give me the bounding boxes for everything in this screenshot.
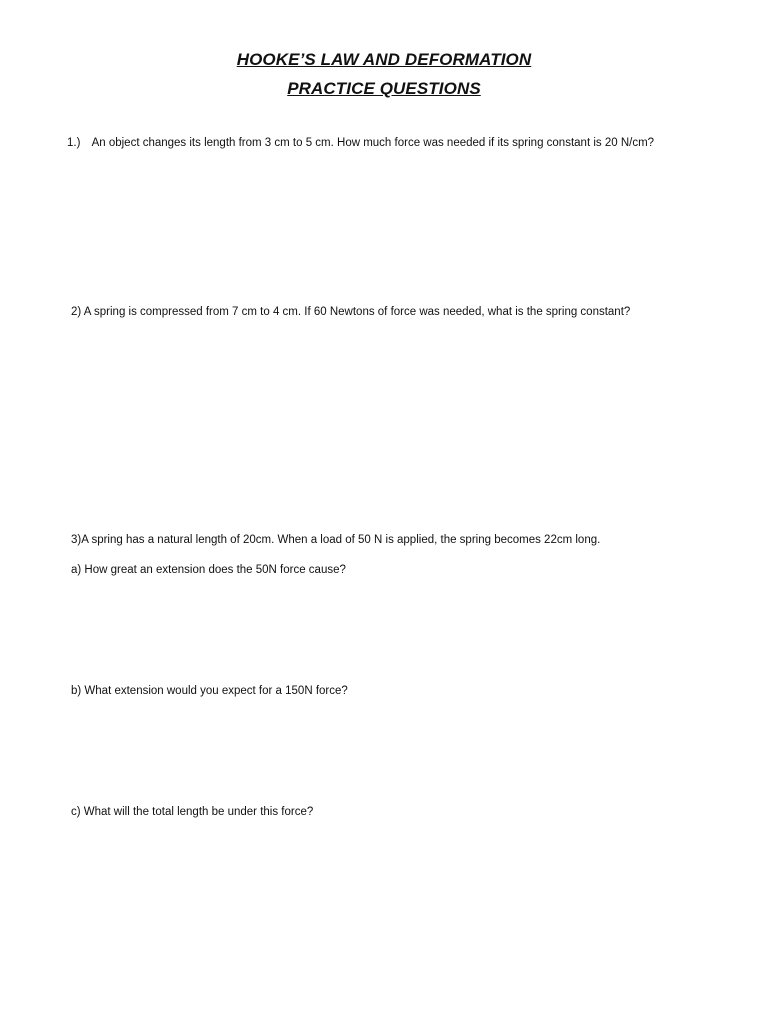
question-2: 2) A spring is compressed from 7 cm to 4 cm. If 60 Newtons of force was needed, what is the spring constant? — [71, 306, 631, 318]
question-3b: b) What extension would you expect for a 150N force? — [71, 685, 348, 697]
worksheet-subtitle: PRACTICE QUESTIONS — [287, 79, 481, 98]
question-3: 3)A spring has a natural length of 20cm. When a load of 50 N is applied, the spring becomes 22cm long. — [71, 534, 601, 546]
question-1-text: An object changes its length from 3 cm to 5 cm. How much force was needed if its spring constant is 20 N/cm? — [91, 137, 655, 149]
question-1-number: 1.) — [67, 137, 81, 149]
question-1 — [67, 136, 654, 150]
question-3c: c) What will the total length be under this force? — [71, 806, 314, 818]
worksheet-title: HOOKE’S LAW AND DEFORMATION — [236, 50, 532, 69]
question-3a: a) How great an extension does the 50N force cause? — [71, 564, 346, 576]
